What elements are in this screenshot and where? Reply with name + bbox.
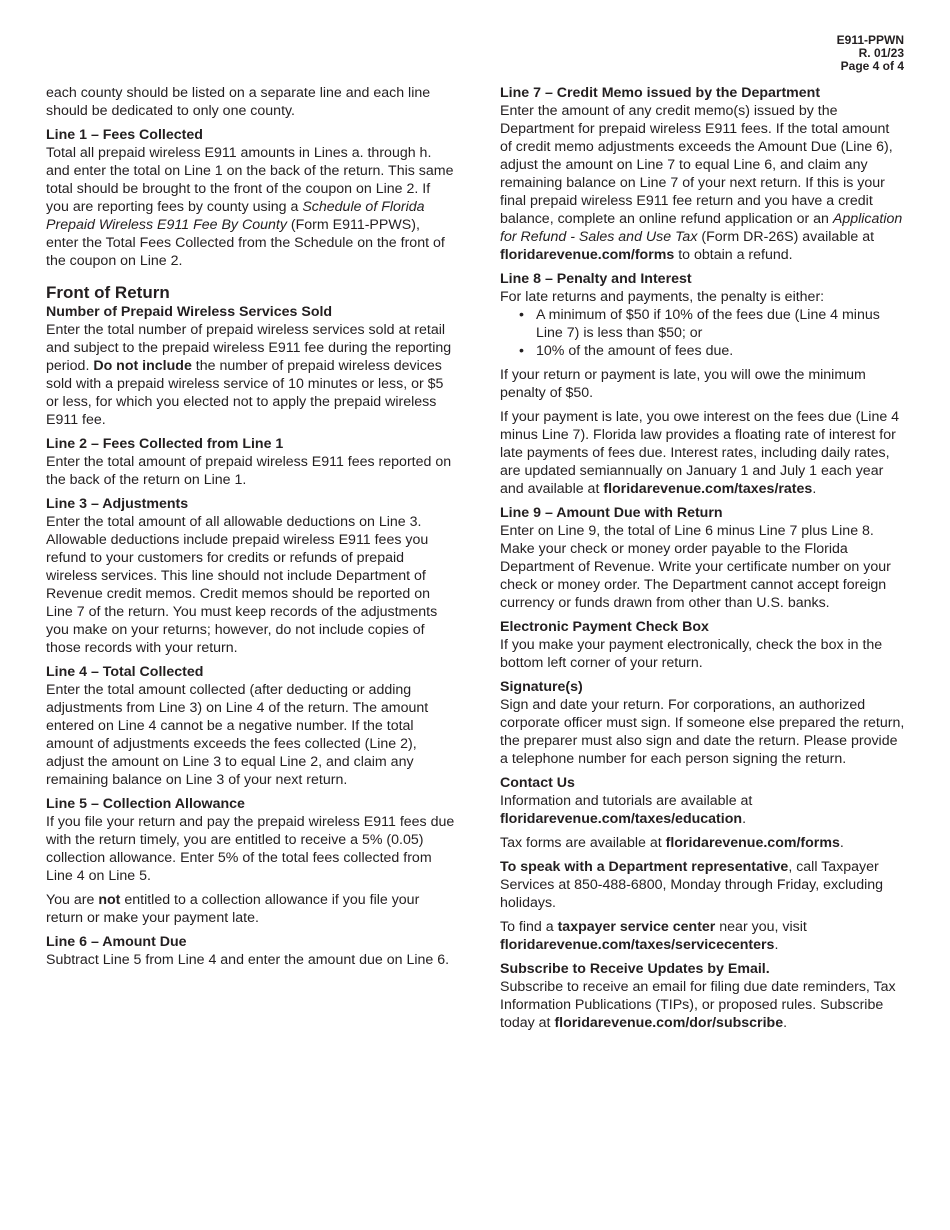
subscribe-text: Subscribe to receive an email for filing due date reminders, Tax Information Publications (TIPs), or proposed rules. Subscribe today at floridarevenue.com/dor/subscribe. <box>500 979 896 1031</box>
form-id: E911-PPWN <box>836 33 904 47</box>
contact-education: Information and tutorials are available at floridarevenue.com/taxes/education. <box>500 793 753 827</box>
line7-heading: Line 7 – Credit Memo issued by the Department <box>500 85 821 101</box>
line4-heading: Line 4 – Total Collected <box>46 664 204 680</box>
services-sold-heading: Number of Prepaid Wireless Services Sold <box>46 304 333 320</box>
line7-section <box>500 84 905 264</box>
line6-heading: Line 6 – Amount Due <box>46 934 187 950</box>
line3-section <box>46 495 456 657</box>
line4-section <box>46 663 456 789</box>
line2-text: Enter the total amount of prepaid wireless E911 fees reported on the back of the return on Line 1. <box>46 454 452 488</box>
contact-section <box>500 774 905 954</box>
forms-link: floridarevenue.com/forms <box>665 835 840 851</box>
education-link: floridarevenue.com/taxes/education <box>500 811 743 827</box>
epay-text: If you make your payment electronically, check the box in the bottom left corner of your return. <box>500 637 883 671</box>
line3-heading: Line 3 – Adjustments <box>46 496 189 512</box>
page-number: Page 4 of 4 <box>840 59 904 73</box>
signature-section <box>500 678 905 768</box>
line6-text: Subtract Line 5 from Line 4 and enter the amount due on Line 6. <box>46 952 450 968</box>
list-item: • A minimum of $50 if 10% of the fees due (Line 4 minus Line 7) is less than $50; or <box>536 306 905 342</box>
form-revision: R. 01/23 <box>858 46 904 60</box>
line8-section <box>500 270 905 498</box>
contact-phone: To speak with a Department representative, call Taxpayer Services at 850-488-6800, Monday through Friday, excluding holidays. <box>500 859 884 911</box>
signature-text: Sign and date your return. For corporations, an authorized corporate officer must sign. If someone else prepared the return, the preparer must also sign and date the return. Please provide a telephone number for each person signing the return. <box>500 697 905 767</box>
line2-heading: Line 2 – Fees Collected from Line 1 <box>46 436 284 452</box>
service-centers-link: floridarevenue.com/taxes/servicecenters <box>500 937 775 953</box>
line5-late-note: You are not entitled to a collection allowance if you file your return or make your payment late. <box>46 892 420 926</box>
line9-heading: Line 9 – Amount Due with Return <box>500 505 723 521</box>
rates-link: floridarevenue.com/taxes/rates <box>603 481 813 497</box>
subscribe-link: floridarevenue.com/dor/subscribe <box>554 1015 784 1031</box>
line1-section <box>46 126 456 270</box>
intro-text: each county should be listed on a separate line and each line should be dedicated to only one county. <box>46 85 431 119</box>
list-item: • 10% of the amount of fees due. <box>536 342 905 360</box>
line7-text: Enter the amount of any credit memo(s) issued by the Department for prepaid wireless E911 fees. If the total amount of credit memo adjustments exceeds the Amount Due (Line 6), adjust the amount on Line 7 to equal Line 6, and claim any remaining balance on Line 7 of your next return. If this is your final prepaid wireless E911 fee return and you have a credit balance, complete an online refund application or an Application for Refund - Sales and Use Tax (Form DR-26S) available at floridarevenue.com/forms to obtain a refund. <box>500 103 903 263</box>
line5-section <box>46 795 456 927</box>
contact-heading: Contact Us <box>500 775 575 791</box>
subscribe-heading: Subscribe to Receive Updates by Email. <box>500 961 770 977</box>
forms-link: floridarevenue.com/forms <box>500 247 675 263</box>
page-header <box>837 34 904 73</box>
line8-interest: If your payment is late, you owe interest on the fees due (Line 4 minus Line 7). Florida law provides a floating rate of interest for late payments of fees due. Interest rates, including daily rates, are updated semiannually on January 1 and July 1 each year and available at floridarevenue.com/taxes/rates. <box>500 409 900 497</box>
signature-heading: Signature(s) <box>500 679 583 695</box>
line8-intro: For late returns and payments, the penalty is either: <box>500 289 825 305</box>
line2-section <box>46 435 456 489</box>
line3-text: Enter the total amount of all allowable deductions on Line 3. Allowable deductions include prepaid wireless E911 fees you refund to your customers for credits or refunds of prepaid wireless services. This line should not include Department of Revenue credit memos. Credit memos should be reported on Line 7 of the return. You must keep records of the adjustments you make on your returns; however, do not include copies of those records with your return. <box>46 514 438 656</box>
subscribe-section <box>500 960 905 1032</box>
line9-text: Enter on Line 9, the total of Line 6 minus Line 7 plus Line 8. Make your check or money order payable to the Florida Department of Revenue. Write your certificate number on your check or money order. The Department cannot accept foreign currency or funds drawn from other than U.S. banks. <box>500 523 891 611</box>
right-column <box>500 84 905 1038</box>
front-of-return-section <box>46 282 456 429</box>
line1-heading: Line 1 – Fees Collected <box>46 127 203 143</box>
contact-service-centers: To find a taxpayer service center near you, visit floridarevenue.com/taxes/servicecenters. <box>500 919 807 953</box>
contact-forms: Tax forms are available at floridarevenue.com/forms. <box>500 835 844 851</box>
line5-text: If you file your return and pay the prepaid wireless E911 fees due with the return timely, you are entitled to receive a 5% (0.05) collection allowance. Enter 5% of the total fees collected from Line 4 on Line 5. <box>46 814 455 884</box>
line5-heading: Line 5 – Collection Allowance <box>46 796 245 812</box>
line4-text: Enter the total amount collected (after deducting or adding adjustments from Line 3) on Line 4 of the return. The amount entered on Line 4 cannot be a negative number. If the total amount of adjustments exceeds the fees collected (Line 2), adjust the amount on Line 3 to equal Line 2, and claim any remaining balance on Line 3 of your next return. <box>46 682 429 788</box>
services-sold-text: Enter the total number of prepaid wireless services sold at retail and subject to the prepaid wireless E911 fee during the reporting period. Do not include the number of prepaid wireless devices sold with a prepaid wireless service of 10 minutes or less, or $5 or less, for which you elected not to apply the prepaid wireless E911 fee. <box>46 322 452 428</box>
line1-text: Total all prepaid wireless E911 amounts in Lines a. through h. and enter the total on Line 1 on the back of the return. This same total should be brought to the front of the coupon on Line 2. If you are reporting fees by county using a Schedule of Florida Prepaid Wireless E911 Fee By County (Form E911-PPWS), enter the Total Fees Collected from the Schedule on the front of the coupon on Line 2. <box>46 145 454 269</box>
epay-heading: Electronic Payment Check Box <box>500 619 709 635</box>
line8-min-penalty: If your return or payment is late, you will owe the minimum penalty of $50. <box>500 367 866 401</box>
line9-section <box>500 504 905 612</box>
penalty-list <box>500 306 905 360</box>
left-column <box>46 84 456 975</box>
front-of-return-heading: Front of Return <box>46 283 170 302</box>
epay-section <box>500 618 905 672</box>
line8-heading: Line 8 – Penalty and Interest <box>500 271 692 287</box>
line6-section <box>46 933 456 969</box>
